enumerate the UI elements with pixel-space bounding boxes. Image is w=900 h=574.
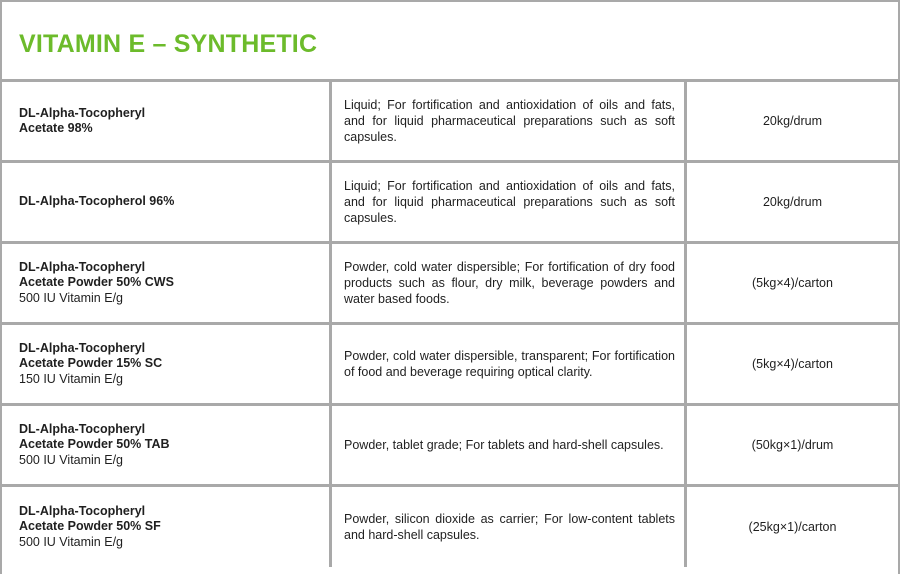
product-name-line: Acetate Powder 50% SF — [19, 519, 161, 534]
table-row — [2, 325, 898, 406]
product-name-cell — [2, 82, 332, 160]
product-name-cell — [2, 487, 332, 567]
packaging-cell — [687, 244, 898, 322]
product-rows — [2, 82, 898, 567]
product-packaging: 20kg/drum — [762, 195, 823, 209]
packaging-cell — [687, 163, 898, 241]
product-name-line: DL-Alpha-Tocopheryl — [19, 503, 146, 518]
product-name-line: Acetate Powder 15% SC — [19, 356, 163, 371]
table-row — [2, 163, 898, 244]
title-band — [2, 0, 898, 82]
product-name-line: DL-Alpha-Tocopheryl — [19, 421, 146, 436]
packaging-cell — [687, 487, 898, 567]
product-name-cell — [2, 163, 332, 241]
product-name — [19, 194, 174, 210]
product-name-cell — [2, 325, 332, 403]
product-name-line: Acetate 98% — [19, 121, 93, 135]
product-potency: 150 IU Vitamin E/g — [19, 371, 123, 386]
packaging-cell — [687, 82, 898, 160]
page-title: VITAMIN E – SYNTHETIC — [19, 30, 318, 58]
description-cell — [332, 244, 687, 322]
table-row — [2, 82, 898, 163]
product-description: Liquid; For fortification and antioxidation of oils and fats, and for liquid pharmaceutical preparations such as soft capsules. — [344, 98, 675, 144]
product-packaging: (50kg×1)/drum — [751, 438, 834, 452]
packaging-cell — [687, 406, 898, 484]
product-name-line: DL-Alpha-Tocopherol 96% — [19, 194, 175, 209]
product-name — [19, 260, 174, 307]
product-name — [19, 341, 162, 388]
description-cell — [332, 163, 687, 241]
table-row — [2, 244, 898, 325]
table-row — [2, 487, 898, 567]
product-name — [19, 504, 161, 551]
product-description: Liquid; For fortification and antioxidation of oils and fats, and for liquid pharmaceutical preparations such as soft capsules. — [344, 179, 675, 225]
product-description: Powder, cold water dispersible; For fortification of dry food products such as flour, dry milk, beverage powders and water based foods. — [344, 260, 675, 306]
product-name-line: DL-Alpha-Tocopheryl — [19, 340, 146, 355]
product-packaging: (25kg×1)/carton — [748, 520, 837, 534]
product-packaging: (5kg×4)/carton — [752, 357, 833, 371]
product-potency: 500 IU Vitamin E/g — [19, 290, 123, 305]
product-name-cell — [2, 406, 332, 484]
product-packaging: 20kg/drum — [762, 114, 823, 128]
product-name-line: DL-Alpha-Tocopheryl — [19, 259, 146, 274]
product-name-line: Acetate Powder 50% CWS — [19, 275, 174, 290]
description-cell — [332, 487, 687, 567]
description-cell — [332, 82, 687, 160]
product-name — [19, 106, 145, 137]
product-name — [19, 422, 170, 469]
product-name-cell — [2, 244, 332, 322]
description-cell — [332, 325, 687, 403]
description-cell — [332, 406, 687, 484]
product-potency: 500 IU Vitamin E/g — [19, 452, 123, 467]
product-description: Powder, tablet grade; For tablets and hard-shell capsules. — [344, 438, 664, 452]
product-description: Powder, silicon dioxide as carrier; For low-content tablets and hard-shell capsules. — [344, 512, 675, 542]
table-row — [2, 406, 898, 487]
product-description: Powder, cold water dispersible, transparent; For fortification of food and beverage requiring optical clarity. — [344, 349, 675, 379]
product-potency: 500 IU Vitamin E/g — [19, 534, 123, 549]
packaging-cell — [687, 325, 898, 403]
product-name-line: DL-Alpha-Tocopheryl — [19, 105, 146, 120]
product-name-line: Acetate Powder 50% TAB — [19, 437, 170, 452]
product-packaging: (5kg×4)/carton — [752, 276, 833, 290]
